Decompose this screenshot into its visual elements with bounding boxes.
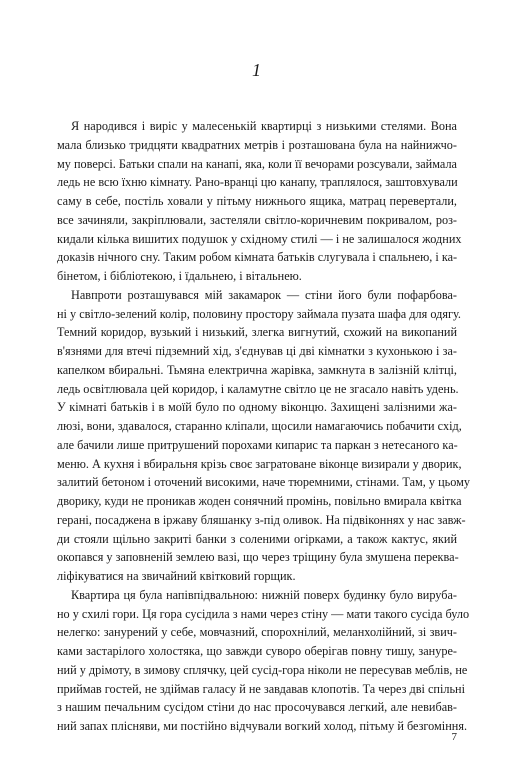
paragraph xyxy=(57,117,462,286)
text-line: з нашим печальним сусідом стіни до нас просочувався легкий, але невибав- xyxy=(57,700,457,715)
text-line: капелком вбиральні. Тьмяна електрична жарівка, замкнута в залізній клітці, xyxy=(57,362,457,377)
text-line: люзі, вони, здавалося, старанно кліпали, щосили намагаючись побачити схід, xyxy=(57,419,462,433)
text-line: кидали кілька вишитих подушок у східному стилі — і не залишалося жодних xyxy=(57,231,462,246)
text-line: ний у дрімоту, в зимову сплячку, цей сусід-гора ніколи не пересував меблів, не xyxy=(57,662,468,677)
text-line: му поверсі. Батьки спали на канапі, яка, коли її вечорами розсували, займала xyxy=(57,156,457,171)
body-text xyxy=(57,117,471,736)
text-line: ліфікуватися на звичайний квітковий горщик. xyxy=(57,569,296,583)
text-line: мала близько тридцяти квадратних метрів і розташована була на найнижчо- xyxy=(57,137,457,152)
text-line: саму в себе, постіль ховали у пітьму нижнього ящика, матрац перевертали, xyxy=(57,194,457,208)
text-line: доказів нічного сну. Таким робом кімната батьків слугувала і спальнею, і ка- xyxy=(57,250,458,265)
text-line: Квартира ця була напівпідвальною: нижній поверх будинку було вирубa- xyxy=(71,587,457,602)
text-line: ні у світло-зелений колір, половину простору займала пузата шафа для одягу. xyxy=(57,306,461,321)
text-line: але бачили лише притрушений порохами кипарис та паркан з нетесаного ка- xyxy=(57,437,458,452)
text-line: Я народився і виріс у малесенькій квартирці з низькими стелями. Вона xyxy=(71,119,457,133)
page-number: 7 xyxy=(451,731,457,743)
text-line: залитий бетоном і оточений високими, наче тюремними, стінами. Там, у цьому xyxy=(57,475,471,490)
text-line: Темний коридор, вузький і низький, злегка вигнутий, схожий на викопаний xyxy=(57,325,457,340)
text-line: Навпроти розташувався мій закамарок — стіни його були пофарбова- xyxy=(71,287,457,302)
text-line: меню. А кухня і вбиральня крізь своє загратоване віконце визирали у дворик, xyxy=(57,456,462,471)
text-line: ний запах плісняви, ми постійно відчували вогкий холод, пітьму й безгоміння. xyxy=(57,719,468,733)
text-line: в'язнями для втечі підземний хід, з'єднував ці дві кімнатки з кухонькою і за- xyxy=(57,344,457,358)
text-line: бінетом, і бібліотекою, і їдальнею, і вітальнею. xyxy=(57,269,302,283)
paragraph xyxy=(57,586,470,736)
chapter-number: 1 xyxy=(252,60,261,80)
text-line: ди стояли щільно закриті банки з соленими огірками, а також кактус, який xyxy=(57,531,457,546)
text-line: окопався у заповненій землею вазі, що через тріщину була змушена переква- xyxy=(57,550,459,565)
text-line: ледь освітлювала цей коридор, і каламутне світло це не згасало навіть удень. xyxy=(57,381,459,396)
text-line: У кімнаті батьків і в моїй було по одному віконцю. Захищені залізними жа- xyxy=(57,400,457,415)
paragraph xyxy=(57,286,471,586)
text-line: ками застарілого холостяка, що завжди суворо оберігав повну тишу, зануре- xyxy=(57,644,457,658)
text-line: все зачиняли, закріплювали, застеляли світло-коричневим покривалом, роз- xyxy=(57,212,457,227)
text-line: дворику, куди не проникав жоден сонячний промінь, повільно вмирала квітка xyxy=(57,494,462,508)
text-line: герані, посаджена в іржаву бляшанку з-під оливок. На підвіконнях у нас завж- xyxy=(57,512,466,527)
text-line: нелегко: занурений у себе, мовчазний, спорохнілий, меланхолійний, зі звич- xyxy=(57,625,457,640)
text-line: но у схилі гори. Ця гора сусідила з нами через стіну — мати такого сусіда було xyxy=(57,606,470,621)
text-line: ледь не всю їхню кімнату. Рано-вранці цю канапу, траплялося, заштовхували xyxy=(57,175,458,190)
text-line: приймав гостей, не здіймав галасу й не завдавав клопотів. Та через дві спільні xyxy=(57,681,466,696)
